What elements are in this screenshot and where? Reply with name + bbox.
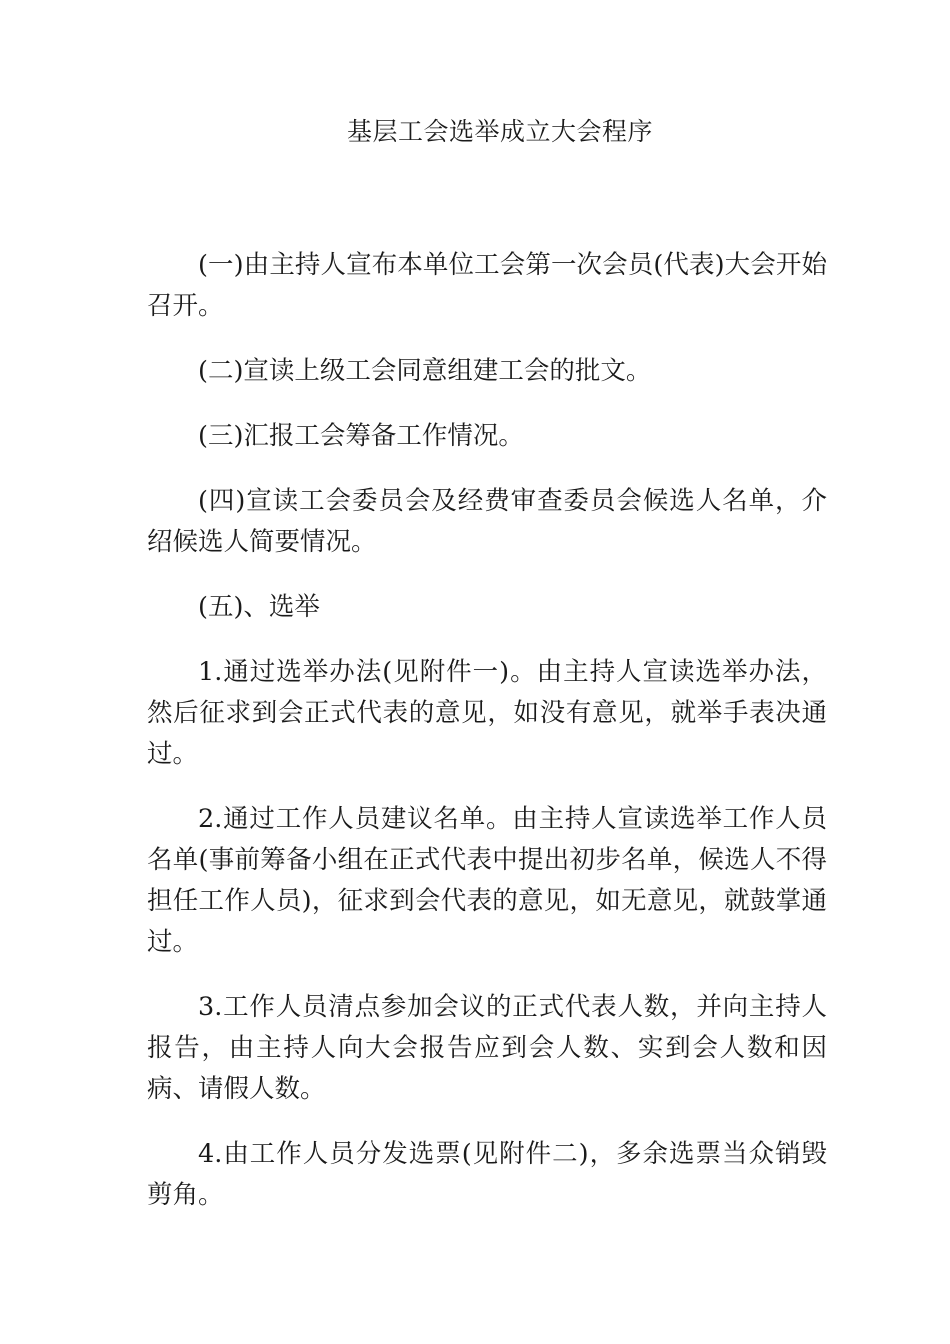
document-title: 基层工会选举成立大会程序	[346, 117, 653, 146]
paragraph-6: 1.通过选举办法(见附件一)。由主持人宣读选举办法，然后征求到会正式代表的意见，如没有意见，就举手表决通过。	[147, 657, 827, 769]
paragraph-8: 3.工作人员清点参加会议的正式代表人数，并向主持人报告，由主持人向大会报告应到会人数、实到会人数和因病、请假人数。	[147, 992, 827, 1104]
paragraph-3: (三)汇报工会筹备工作情况。	[198, 421, 524, 451]
document-body	[147, 245, 827, 1240]
paragraph-2: (二)宣读上级工会同意组建工会的批文。	[198, 356, 652, 386]
paragraph-5: (五)、选举	[198, 592, 320, 622]
paragraph-1: (一)由主持人宣布本单位工会第一次会员(代表)大会开始召开。	[147, 250, 827, 321]
paragraph-9: 4.由工作人员分发选票(见附件二)，多余选票当众销毁剪角。	[147, 1139, 827, 1210]
paragraph-7: 2.通过工作人员建议名单。由主持人宣读选举工作人员名单(事前筹备小组在正式代表中提出初步名单，候选人不得担任工作人员)，征求到会代表的意见，如无意见，就鼓掌通过。	[147, 804, 827, 957]
paragraph-4: (四)宣读工会委员会及经费审查委员会候选人名单，介绍候选人简要情况。	[147, 486, 827, 557]
